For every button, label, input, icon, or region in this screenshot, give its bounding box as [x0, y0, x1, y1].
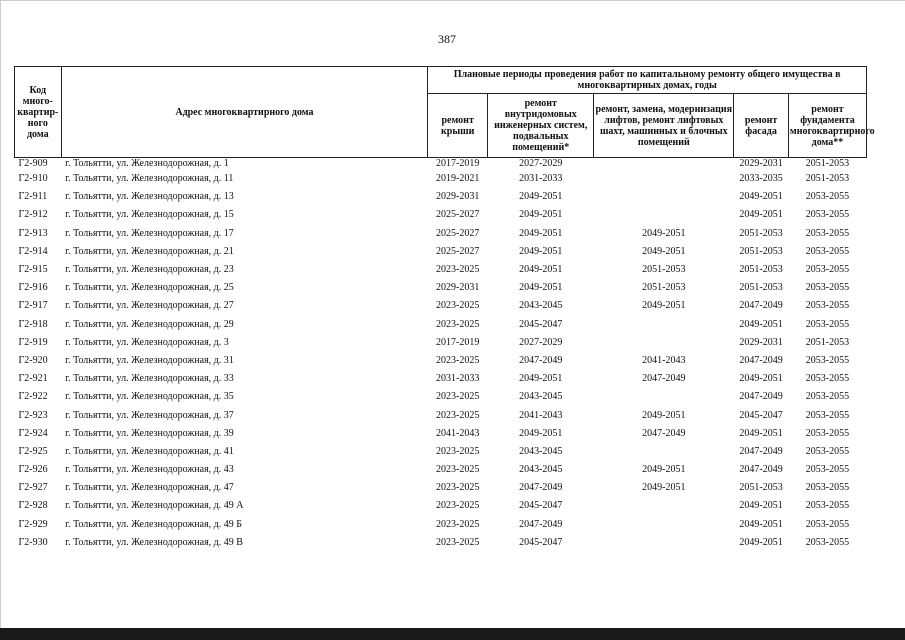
elevator-repair-cell	[594, 158, 734, 171]
table-row	[15, 406, 867, 424]
elevator-repair-cell	[594, 334, 734, 352]
elevator-repair-cell	[594, 516, 734, 534]
house-code-cell: Г2-930	[18, 536, 48, 548]
elevator-repair-cell: 2049-2051	[642, 482, 686, 494]
address-cell: г. Тольятти, ул. Железнодорожная, д. 23	[65, 264, 234, 276]
table-row	[15, 461, 867, 479]
roof-repair-cell: 2019-2021	[436, 173, 480, 185]
elevator-repair-cell	[594, 188, 734, 206]
header-address: Адрес многоквартирного дома	[61, 67, 428, 158]
house-code-cell: Г2-927	[18, 482, 48, 494]
facade-repair-cell: 2051-2053	[739, 227, 783, 239]
facade-repair-cell: 2047-2049	[739, 391, 783, 403]
foundation-repair-cell: 2053-2055	[805, 409, 850, 421]
roof-repair-cell: 2023-2025	[436, 391, 480, 403]
foundation-repair-cell: 2053-2055	[805, 445, 850, 457]
elevator-repair-cell: 2051-2053	[642, 264, 686, 276]
roof-repair-cell: 2025-2027	[436, 227, 480, 239]
foundation-repair-cell: 2053-2055	[805, 500, 850, 512]
engineering-repair-cell: 2045-2047	[519, 500, 563, 512]
facade-repair-cell: 2051-2053	[739, 264, 783, 276]
page-number: 387	[438, 32, 456, 46]
address-cell: г. Тольятти, ул. Железнодорожная, д. 13	[65, 191, 234, 203]
foundation-repair-cell: 2053-2055	[805, 191, 850, 203]
facade-repair-cell: 2049-2051	[739, 318, 783, 330]
engineering-repair-cell: 2047-2049	[519, 482, 563, 494]
facade-repair-cell: 2047-2049	[739, 300, 783, 312]
engineering-repair-cell: 2045-2047	[519, 536, 563, 548]
header-periods-group: Плановые периоды проведения работ по капитальному ремонту общего имущества в многоквартирных домах, годы	[428, 67, 867, 94]
table-row	[15, 170, 867, 188]
roof-repair-cell: 2017-2019	[436, 336, 480, 348]
engineering-repair-cell: 2027-2029	[519, 336, 563, 348]
header-elevators: ремонт, замена, модернизация лифтов, ремонт лифтовых шахт, машинных и блочных помещений	[594, 94, 734, 158]
house-code-cell: Г2-913	[18, 227, 48, 239]
address-cell: г. Тольятти, ул. Железнодорожная, д. 27	[65, 300, 234, 312]
engineering-repair-cell: 2027-2029	[519, 158, 563, 169]
house-code-cell: Г2-910	[18, 173, 48, 185]
elevator-repair-cell	[594, 206, 734, 224]
table-row	[15, 158, 867, 171]
house-code-cell: Г2-926	[18, 464, 48, 476]
facade-repair-cell: 2051-2053	[739, 482, 783, 494]
table-row	[15, 479, 867, 497]
elevator-repair-cell: 2049-2051	[642, 227, 686, 239]
roof-repair-cell: 2023-2025	[436, 318, 480, 330]
facade-repair-cell: 2049-2051	[739, 518, 783, 530]
elevator-repair-cell	[594, 170, 734, 188]
house-code-cell: Г2-921	[18, 373, 48, 385]
engineering-repair-cell: 2043-2045	[519, 300, 563, 312]
house-code-cell: Г2-929	[18, 518, 48, 530]
address-cell: г. Тольятти, ул. Железнодорожная, д. 25	[65, 282, 234, 294]
foundation-repair-cell: 2053-2055	[805, 264, 850, 276]
address-cell: г. Тольятти, ул. Железнодорожная, д. 43	[65, 464, 234, 476]
foundation-repair-cell: 2053-2055	[805, 427, 850, 439]
elevator-repair-cell: 2041-2043	[642, 354, 686, 366]
address-cell: г. Тольятти, ул. Железнодорожная, д. 47	[65, 482, 234, 494]
house-code-cell: Г2-914	[18, 245, 48, 257]
facade-repair-cell: 2047-2049	[739, 464, 783, 476]
address-cell: г. Тольятти, ул. Железнодорожная, д. 41	[65, 445, 234, 457]
roof-repair-cell: 2041-2043	[436, 427, 480, 439]
roof-repair-cell: 2023-2025	[436, 264, 480, 276]
address-cell: г. Тольятти, ул. Железнодорожная, д. 1	[65, 158, 229, 169]
table-row	[15, 297, 867, 315]
foundation-repair-cell: 2051-2053	[805, 336, 850, 348]
facade-repair-cell: 2049-2051	[739, 209, 783, 221]
elevator-repair-cell: 2049-2051	[642, 464, 686, 476]
table-row	[15, 370, 867, 388]
roof-repair-cell: 2023-2025	[436, 409, 480, 421]
roof-repair-cell: 2023-2025	[436, 518, 480, 530]
address-cell: г. Тольятти, ул. Железнодорожная, д. 15	[65, 209, 234, 221]
foundation-repair-cell: 2053-2055	[805, 245, 850, 257]
roof-repair-cell: 2029-2031	[436, 282, 480, 294]
table-row	[15, 497, 867, 515]
facade-repair-cell: 2045-2047	[739, 409, 783, 421]
elevator-repair-cell: 2047-2049	[642, 427, 686, 439]
facade-repair-cell: 2047-2049	[739, 445, 783, 457]
engineering-repair-cell: 2049-2051	[519, 282, 563, 294]
engineering-repair-cell: 2043-2045	[519, 391, 563, 403]
foundation-repair-cell: 2053-2055	[805, 209, 850, 221]
table-row	[15, 243, 867, 261]
header-engineering: ремонт внутридомовых инженерных систем, подвальных помещений*	[488, 94, 594, 158]
elevator-repair-cell	[594, 497, 734, 515]
engineering-repair-cell: 2047-2049	[519, 518, 563, 530]
foundation-repair-cell: 2053-2055	[805, 482, 850, 494]
facade-repair-cell: 2029-2031	[739, 158, 783, 169]
address-cell: г. Тольятти, ул. Железнодорожная, д. 3	[65, 336, 229, 348]
house-code-cell: Г2-909	[18, 158, 48, 169]
address-cell: г. Тольятти, ул. Железнодорожная, д. 17	[65, 227, 234, 239]
engineering-repair-cell: 2043-2045	[519, 464, 563, 476]
engineering-repair-cell: 2049-2051	[519, 191, 563, 203]
engineering-repair-cell: 2043-2045	[519, 445, 563, 457]
house-code-cell: Г2-923	[18, 409, 48, 421]
roof-repair-cell: 2029-2031	[436, 191, 480, 203]
engineering-repair-cell: 2049-2051	[519, 245, 563, 257]
engineering-repair-cell: 2049-2051	[519, 209, 563, 221]
header-roof: ремонт крыши	[428, 94, 488, 158]
foundation-repair-cell: 2053-2055	[805, 391, 850, 403]
foundation-repair-cell: 2051-2053	[805, 173, 850, 185]
address-cell: г. Тольятти, ул. Железнодорожная, д. 37	[65, 409, 234, 421]
elevator-repair-cell	[594, 316, 734, 334]
address-cell: г. Тольятти, ул. Железнодорожная, д. 29	[65, 318, 234, 330]
elevator-repair-cell: 2049-2051	[642, 300, 686, 312]
address-cell: г. Тольятти, ул. Железнодорожная, д. 31	[65, 354, 234, 366]
foundation-repair-cell: 2053-2055	[805, 300, 850, 312]
facade-repair-cell: 2051-2053	[739, 282, 783, 294]
roof-repair-cell: 2023-2025	[436, 464, 480, 476]
table-row	[15, 225, 867, 243]
house-code-cell: Г2-919	[18, 336, 48, 348]
table-row	[15, 316, 867, 334]
foundation-repair-cell: 2053-2055	[805, 464, 850, 476]
address-cell: г. Тольятти, ул. Железнодорожная, д. 49 Б	[65, 518, 243, 530]
engineering-repair-cell: 2049-2051	[519, 227, 563, 239]
facade-repair-cell: 2049-2051	[739, 536, 783, 548]
foundation-repair-cell: 2053-2055	[805, 373, 850, 385]
roof-repair-cell: 2023-2025	[436, 445, 480, 457]
address-cell: г. Тольятти, ул. Железнодорожная, д. 49 А	[65, 500, 244, 512]
house-code-cell: Г2-916	[18, 282, 48, 294]
address-cell: г. Тольятти, ул. Железнодорожная, д. 39	[65, 427, 234, 439]
table-row	[15, 388, 867, 406]
roof-repair-cell: 2023-2025	[436, 300, 480, 312]
engineering-repair-cell: 2045-2047	[519, 318, 563, 330]
header-foundation: ремонт фундамента многоквартирного дома**	[788, 94, 866, 158]
facade-repair-cell: 2029-2031	[739, 336, 783, 348]
page-top-edge	[0, 0, 905, 1]
address-cell: г. Тольятти, ул. Железнодорожная, д. 35	[65, 391, 234, 403]
house-code-cell: Г2-922	[18, 391, 48, 403]
roof-repair-cell: 2017-2019	[436, 158, 480, 169]
elevator-repair-cell: 2049-2051	[642, 409, 686, 421]
scan-bottom-edge	[0, 628, 905, 640]
address-cell: г. Тольятти, ул. Железнодорожная, д. 49 В	[65, 536, 243, 548]
table-row	[15, 534, 867, 552]
table-row	[15, 334, 867, 352]
house-code-cell: Г2-912	[18, 209, 48, 221]
header-code: Код много-квартир-ного дома	[15, 67, 62, 158]
engineering-repair-cell: 2049-2051	[519, 427, 563, 439]
engineering-repair-cell: 2031-2033	[519, 173, 563, 185]
facade-repair-cell: 2049-2051	[739, 500, 783, 512]
engineering-repair-cell: 2049-2051	[519, 264, 563, 276]
house-code-cell: Г2-918	[18, 318, 48, 330]
table-row	[15, 443, 867, 461]
elevator-repair-cell	[594, 443, 734, 461]
facade-repair-cell: 2049-2051	[739, 191, 783, 203]
roof-repair-cell: 2023-2025	[436, 500, 480, 512]
roof-repair-cell: 2023-2025	[436, 536, 480, 548]
address-cell: г. Тольятти, ул. Железнодорожная, д. 11	[65, 173, 234, 185]
elevator-repair-cell	[594, 534, 734, 552]
facade-repair-cell: 2049-2051	[739, 427, 783, 439]
house-code-cell: Г2-928	[18, 500, 48, 512]
table-row	[15, 206, 867, 224]
roof-repair-cell: 2023-2025	[436, 354, 480, 366]
elevator-repair-cell	[594, 388, 734, 406]
elevator-repair-cell: 2047-2049	[642, 373, 686, 385]
foundation-repair-cell: 2053-2055	[805, 227, 850, 239]
roof-repair-cell: 2031-2033	[436, 373, 480, 385]
table-row	[15, 425, 867, 443]
table-row	[15, 279, 867, 297]
foundation-repair-cell: 2053-2055	[805, 536, 850, 548]
table-row	[15, 261, 867, 279]
foundation-repair-cell: 2053-2055	[805, 318, 850, 330]
page-left-edge	[0, 0, 1, 630]
capital-repair-table	[14, 66, 875, 552]
elevator-repair-cell: 2051-2053	[642, 282, 686, 294]
roof-repair-cell: 2025-2027	[436, 209, 480, 221]
table-row	[15, 516, 867, 534]
foundation-repair-cell: 2053-2055	[805, 354, 850, 366]
elevator-repair-cell: 2049-2051	[642, 245, 686, 257]
foundation-repair-cell: 2053-2055	[805, 282, 850, 294]
foundation-repair-cell: 2053-2055	[805, 518, 850, 530]
house-code-cell: Г2-924	[18, 427, 48, 439]
facade-repair-cell: 2047-2049	[739, 354, 783, 366]
engineering-repair-cell: 2049-2051	[519, 373, 563, 385]
house-code-cell: Г2-915	[18, 264, 48, 276]
header-facade: ремонт фасада	[734, 94, 789, 158]
address-cell: г. Тольятти, ул. Железнодорожная, д. 21	[65, 245, 234, 257]
engineering-repair-cell: 2047-2049	[519, 354, 563, 366]
facade-repair-cell: 2051-2053	[739, 245, 783, 257]
facade-repair-cell: 2049-2051	[739, 373, 783, 385]
foundation-repair-cell: 2051-2053	[805, 158, 850, 169]
roof-repair-cell: 2025-2027	[436, 245, 480, 257]
house-code-cell: Г2-911	[18, 191, 48, 203]
house-code-cell: Г2-920	[18, 354, 48, 366]
house-code-cell: Г2-925	[18, 445, 48, 457]
facade-repair-cell: 2033-2035	[739, 173, 783, 185]
table-row	[15, 188, 867, 206]
address-cell: г. Тольятти, ул. Железнодорожная, д. 33	[65, 373, 234, 385]
table-row	[15, 352, 867, 370]
engineering-repair-cell: 2041-2043	[519, 409, 563, 421]
house-code-cell: Г2-917	[18, 300, 48, 312]
roof-repair-cell: 2023-2025	[436, 482, 480, 494]
